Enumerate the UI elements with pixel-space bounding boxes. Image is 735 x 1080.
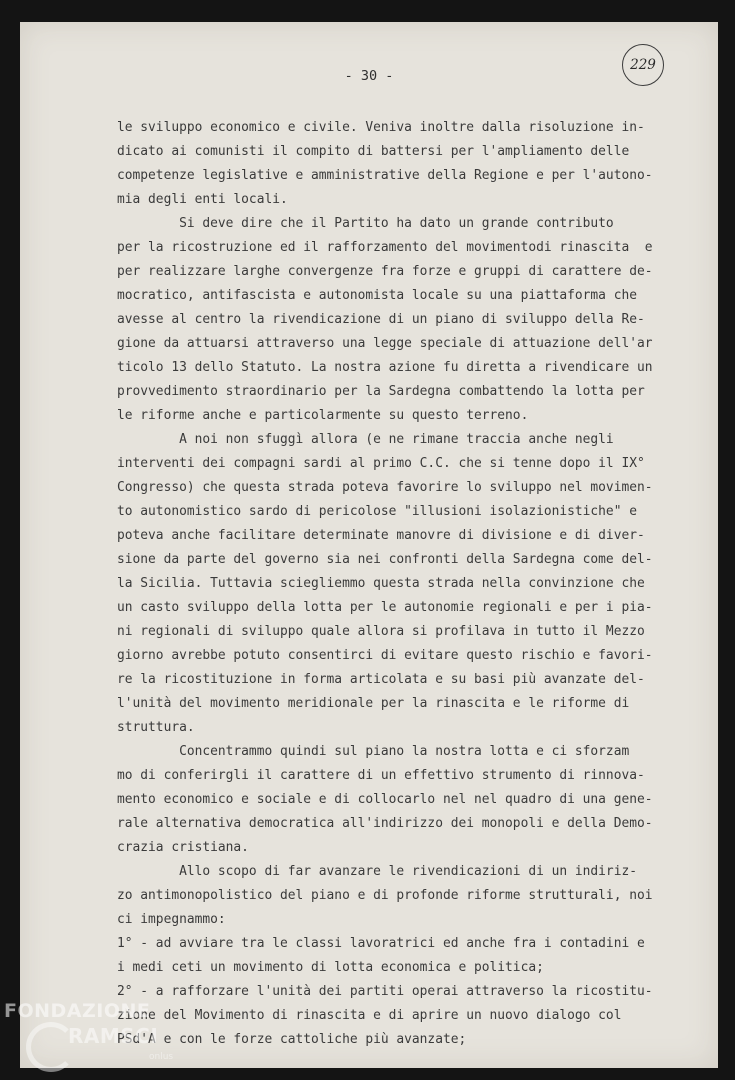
text-line: zo antimonopolistico del piano e di profonde riforme strutturali, noi	[117, 888, 653, 903]
text-line: provvedimento straordinario per la Sardegna combattendo la lotta per	[117, 384, 645, 399]
text-line: 1° - ad avviare tra le classi lavoratrici ed anche fra i contadini e	[117, 936, 645, 951]
text-line: per realizzare larghe convergenze fra forze e gruppi di carattere de-	[117, 264, 653, 279]
text-line: gione da attuarsi attraverso una legge speciale di attuazione dell'ar	[117, 336, 653, 351]
text-line: mo di conferirgli il carattere di un effettivo strumento di rinnova-	[117, 768, 645, 783]
document-page	[20, 22, 718, 1068]
watermark-name-text: RAMSCI	[68, 1024, 159, 1048]
watermark-foundation-text: FONDAZIONE	[4, 1000, 151, 1022]
typewritten-body	[117, 116, 677, 1052]
text-line: mento economico e sociale e di collocarlo nel nel quadro di una gene-	[117, 792, 653, 807]
text-line: ni regionali di sviluppo quale allora si profilava in tutto il Mezzo	[117, 624, 645, 639]
text-line: i medi ceti un movimento di lotta economica e politica;	[117, 960, 544, 975]
text-line: Si deve dire che il Partito ha dato un grande contributo	[117, 216, 614, 231]
page-number: - 30 -	[344, 68, 394, 84]
text-line: le riforme anche e particolarmente su questo terreno.	[117, 408, 529, 423]
text-line: Concentrammo quindi sul piano la nostra lotta e ci sforzam	[117, 744, 630, 759]
text-line: giorno avrebbe potuto consentirci di evitare questo rischio e favori-	[117, 648, 653, 663]
archive-stamp-number: 229	[622, 44, 664, 86]
text-line: 2° - a rafforzare l'unità dei partiti operai attraverso la ricostitu-	[117, 984, 653, 999]
text-line: ticolo 13 dello Statuto. La nostra azione fu diretta a rivendicare un	[117, 360, 653, 375]
text-line: mia degli enti locali.	[117, 192, 288, 207]
text-line: Congresso) che questa strada poteva favorire lo sviluppo nel movimen-	[117, 480, 653, 495]
text-line: PSd'A e con le forze cattoliche più avanzate;	[117, 1032, 467, 1047]
text-line: interventi dei compagni sardi al primo C.C. che si tenne dopo il IX°	[117, 456, 645, 471]
text-line: rale alternativa democratica all'indirizzo dei monopoli e della Demo-	[117, 816, 653, 831]
text-line: crazia cristiana.	[117, 840, 249, 855]
text-line: zione del Movimento di rinascita e di aprire un nuovo dialogo col	[117, 1008, 622, 1023]
text-line: mocratico, antifascista e autonomista locale su una piattaforma che	[117, 288, 637, 303]
text-line: re la ricostituzione in forma articolata e su basi più avanzate del-	[117, 672, 645, 687]
text-line: Allo scopo di far avanzare le rivendicazioni di un indiriz-	[117, 864, 637, 879]
text-line: ci impegnammo:	[117, 912, 226, 927]
watermark-onlus-text: onlus	[149, 1052, 174, 1062]
text-line: to autonomistico sardo di pericolose "illusioni isolazionistiche" e	[117, 504, 637, 519]
text-line: un casto sviluppo della lotta per le autonomie regionali e per i pia-	[117, 600, 653, 615]
text-line: struttura.	[117, 720, 195, 735]
text-line: sione da parte del governo sia nei confronti della Sardegna come del-	[117, 552, 653, 567]
text-line: l'unità del movimento meridionale per la rinascita e le riforme di	[117, 696, 630, 711]
text-line: competenze legislative e amministrative della Regione e per l'autono-	[117, 168, 653, 183]
text-line: avesse al centro la rivendicazione di un piano di sviluppo della Re-	[117, 312, 645, 327]
text-line: poteva anche facilitare determinate manovre di divisione e di diver-	[117, 528, 645, 543]
text-line: la Sicilia. Tuttavia sciegliemmo questa strada nella convinzione che	[117, 576, 645, 591]
text-line: le sviluppo economico e civile. Veniva inoltre dalla risoluzione in-	[117, 120, 645, 135]
text-line: per la ricostruzione ed il rafforzamento del movimentodi rinascita e	[117, 240, 653, 255]
text-line: dicato ai comunisti il compito di battersi per l'ampliamento delle	[117, 144, 630, 159]
text-line: A noi non sfuggì allora (e ne rimane traccia anche negli	[117, 432, 614, 447]
